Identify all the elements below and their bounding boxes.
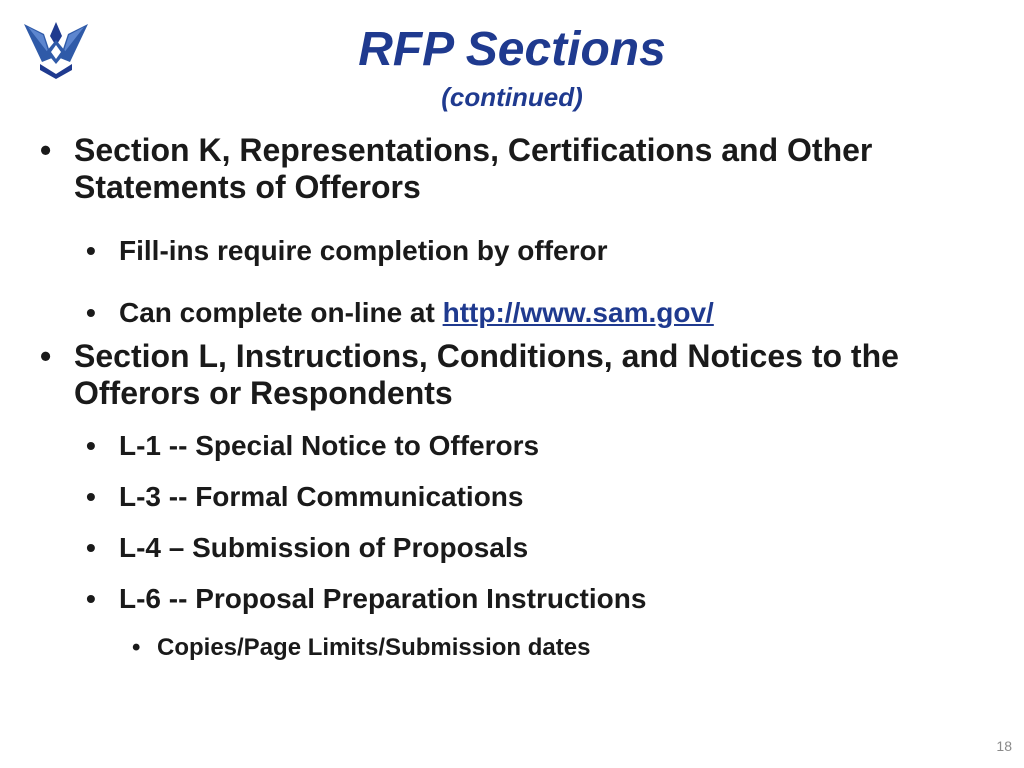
- subsubbullet-copies: [132, 633, 952, 663]
- bullet-dot: •: [86, 481, 96, 512]
- bullet-text: L-4 – Submission of Proposals: [119, 532, 529, 563]
- bullet-dot: •: [86, 430, 96, 461]
- subbullet-l6: [86, 582, 966, 616]
- bullet-text-prefix: Can complete on-line at: [119, 297, 443, 328]
- subbullet-l1: [86, 429, 966, 463]
- slide-subtitle: (continued): [441, 82, 583, 112]
- bullet-dot: •: [86, 235, 96, 266]
- slide-title: RFP Sections: [358, 23, 666, 76]
- bullet-dot: •: [132, 634, 141, 661]
- subbullet-fill-ins: [86, 234, 966, 268]
- bullet-section-k: [40, 132, 980, 206]
- bullet-text: Section K, Representations, Certifications and Other Statements of Offerors: [74, 132, 873, 205]
- subbullet-l4: [86, 531, 966, 565]
- sam-gov-link[interactable]: http://www.sam.gov/: [442, 297, 714, 328]
- bullet-dot: •: [86, 297, 96, 328]
- bullet-text: Copies/Page Limits/Submission dates: [157, 634, 591, 661]
- subbullet-l3: [86, 480, 966, 514]
- bullet-dot: •: [40, 132, 52, 168]
- bullet-text-with-link: [119, 296, 966, 330]
- bullet-text: L-6 -- Proposal Preparation Instructions: [119, 583, 647, 614]
- subbullet-online: [86, 296, 966, 330]
- bullet-dot: •: [40, 338, 52, 374]
- bullet-text: L-1 -- Special Notice to Offerors: [119, 430, 540, 461]
- page-number: 18: [996, 738, 1012, 754]
- bullet-dot: •: [86, 532, 96, 563]
- bullet-text: Section L, Instructions, Conditions, and Notices to the Offerors or Respondents: [74, 338, 899, 411]
- bullet-text: Fill-ins require completion by offeror: [119, 235, 608, 266]
- bullet-text: L-3 -- Formal Communications: [119, 481, 524, 512]
- bullet-dot: •: [86, 583, 96, 614]
- bullet-section-l: [40, 338, 980, 412]
